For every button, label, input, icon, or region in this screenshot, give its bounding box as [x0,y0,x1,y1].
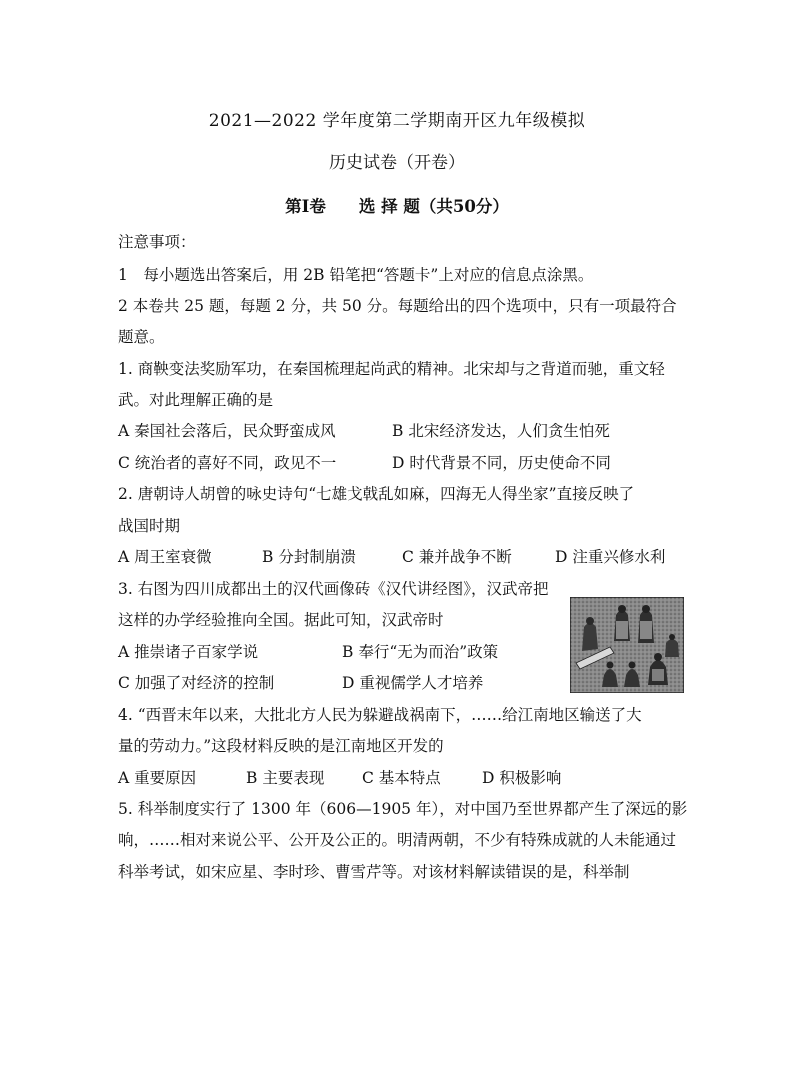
q2-stem-line-2: 战国时期 [118,517,181,535]
q5-stem-line-2: 响，……相对来说公平、公开及公正的。明清两朝，不少有特殊成就的人未能通过 [118,831,677,849]
q3-option-c: C 加强了对经济的控制 [118,674,275,692]
q2-option-b: B 分封制崩溃 [262,548,356,566]
q1-option-c: C 统治者的喜好不同，政见不一 [118,454,337,472]
q4-stem-line-1: 4. “西晋末年以来，大批北方人民为躲避战祸南下，……给江南地区输送了大 [118,706,642,724]
q4-stem-line-2: 量的劳动力。”这段材料反映的是江南地区开发的 [118,737,444,755]
q1-option-b: B 北宋经济发达，人们贪生怕死 [392,422,610,440]
q3-stem-line-2: 这样的办学经验推向全国。据此可知，汉武帝时 [118,611,444,629]
section-heading: 第Ⅰ卷 选 择 题（共50分） [285,197,509,216]
q2-option-a: A 周王室衰微 [118,548,212,566]
han-lecture-brick-image [570,597,684,693]
exam-title: 2021—2022 学年度第二学期南开区九年级模拟 [208,111,586,131]
note-2-line-2: 题意。 [118,328,165,346]
q3-option-a: A 推崇诸子百家学说 [118,643,259,661]
q3-option-b: B 奉行“无为而治”政策 [342,643,499,661]
q5-stem-line-1: 5. 科举制度实行了 1300 年（606—1905 年），对中国乃至世界都产生了深远的影 [118,800,688,818]
q5-stem-line-3: 科举考试，如宋应星、李时珍、曹雪芹等。对该材料解读错误的是，科举制 [118,863,630,881]
q1-stem-line-2: 武。对此理解正确的是 [118,391,274,409]
q2-option-c: C 兼并战争不断 [402,548,512,566]
notes-heading: 注意事项： [118,233,196,251]
q2-option-d: D 注重兴修水利 [555,548,666,566]
q3-stem-line-1: 3. 右图为四川成都出土的汉代画像砖《汉代讲经图》，汉武帝把 [118,580,549,598]
q4-option-a: A 重要原因 [118,769,197,787]
q3-option-d: D 重视儒学人才培养 [342,674,484,692]
q1-option-d: D 时代背景不同，历史使命不同 [392,454,611,472]
note-2-line-1: 2 本卷共 25 题，每题 2 分，共 50 分。每题给出的四个选项中，只有一项最符合 [118,297,677,315]
q1-stem-line-1: 1. 商鞅变法奖励军功，在秦国梳理起尚武的精神。北宋却与之背道而驰，重文轻 [118,360,665,378]
q4-option-b: B 主要表现 [246,769,325,787]
q2-stem-line-1: 2. 唐朝诗人胡曾的咏史诗句“七雄戈戟乱如麻，四海无人得坐家”直接反映了 [118,485,635,503]
q4-option-c: C 基本特点 [362,769,441,787]
exam-subtitle: 历史试卷（开卷） [329,153,465,173]
q1-option-a: A 秦国社会落后，民众野蛮成风 [118,422,336,440]
q4-option-d: D 积极影响 [482,769,562,787]
note-1: 1 每小题选出答案后，用 2B 铅笔把“答题卡”上对应的信息点涂黑。 [118,266,594,284]
